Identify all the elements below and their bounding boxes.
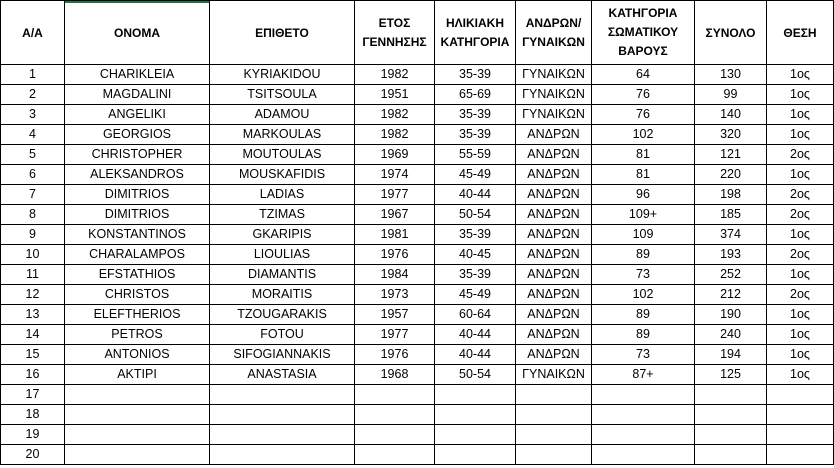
age-category-cell[interactable]: 35-39 — [435, 105, 516, 125]
weight-category-cell[interactable] — [592, 385, 695, 405]
gender-cell[interactable]: ΑΝΔΡΩΝ — [516, 265, 592, 285]
birth-year-cell[interactable]: 1984 — [355, 265, 435, 285]
birth-year-cell[interactable] — [355, 445, 435, 465]
row-number-cell[interactable]: 11 — [1, 265, 65, 285]
name-cell[interactable]: CHARIKLEIA — [65, 65, 210, 85]
gender-cell[interactable] — [516, 385, 592, 405]
surname-cell[interactable]: MORAITIS — [210, 285, 355, 305]
row-number-cell[interactable]: 20 — [1, 445, 65, 465]
weight-category-cell[interactable]: 76 — [592, 85, 695, 105]
age-category-cell[interactable]: 40-44 — [435, 325, 516, 345]
surname-cell[interactable]: MOUSKAFIDIS — [210, 165, 355, 185]
row-number-cell[interactable]: 4 — [1, 125, 65, 145]
table-row — [1, 325, 834, 345]
position-cell[interactable]: 2ος — [767, 285, 834, 305]
gender-cell[interactable]: ΑΝΔΡΩΝ — [516, 145, 592, 165]
name-cell[interactable]: ELEFTHERIOS — [65, 305, 210, 325]
total-cell[interactable]: 320 — [695, 125, 767, 145]
surname-cell[interactable]: LIOULIAS — [210, 245, 355, 265]
table-row — [1, 185, 834, 205]
table-row — [1, 405, 834, 425]
total-cell[interactable]: 252 — [695, 265, 767, 285]
weight-category-cell[interactable]: 89 — [592, 305, 695, 325]
birth-year-cell[interactable]: 1976 — [355, 345, 435, 365]
surname-cell[interactable]: ADAMOU — [210, 105, 355, 125]
gender-cell[interactable]: ΑΝΔΡΩΝ — [516, 165, 592, 185]
header-weight-category[interactable]: ΚΑΤΗΓΟΡΙΑ ΣΩΜΑΤΙΚΟΥ ΒΑΡΟΥΣ — [592, 1, 695, 65]
total-cell[interactable]: 125 — [695, 365, 767, 385]
total-cell[interactable]: 212 — [695, 285, 767, 305]
gender-cell[interactable]: ΑΝΔΡΩΝ — [516, 305, 592, 325]
row-number-cell[interactable]: 8 — [1, 205, 65, 225]
birth-year-cell[interactable] — [355, 385, 435, 405]
weight-category-cell[interactable] — [592, 405, 695, 425]
name-cell[interactable] — [65, 445, 210, 465]
birth-year-cell[interactable]: 1977 — [355, 325, 435, 345]
position-cell[interactable] — [767, 405, 834, 425]
gender-cell[interactable]: ΑΝΔΡΩΝ — [516, 245, 592, 265]
age-category-cell[interactable] — [435, 425, 516, 445]
position-cell[interactable]: 2ος — [767, 145, 834, 165]
name-cell[interactable]: CHRISTOPHER — [65, 145, 210, 165]
row-number-cell[interactable]: 10 — [1, 245, 65, 265]
row-number-cell[interactable]: 15 — [1, 345, 65, 365]
table-row — [1, 165, 834, 185]
name-cell[interactable]: KONSTANTINOS — [65, 225, 210, 245]
age-category-cell[interactable]: 50-54 — [435, 205, 516, 225]
weight-category-cell[interactable]: 102 — [592, 285, 695, 305]
weight-category-cell[interactable]: 96 — [592, 185, 695, 205]
position-cell[interactable]: 1ος — [767, 265, 834, 285]
birth-year-cell[interactable]: 1982 — [355, 125, 435, 145]
birth-year-cell[interactable] — [355, 405, 435, 425]
name-cell[interactable]: ANTONIOS — [65, 345, 210, 365]
total-cell[interactable]: 190 — [695, 305, 767, 325]
name-cell[interactable]: ANGELIKI — [65, 105, 210, 125]
table-row — [1, 145, 834, 165]
weight-category-cell[interactable]: 89 — [592, 325, 695, 345]
gender-cell[interactable]: ΓΥΝΑΙΚΩΝ — [516, 65, 592, 85]
surname-cell[interactable]: ANASTASIA — [210, 365, 355, 385]
total-cell[interactable] — [695, 425, 767, 445]
age-category-cell[interactable] — [435, 405, 516, 425]
position-cell[interactable]: 2ος — [767, 185, 834, 205]
total-cell[interactable]: 99 — [695, 85, 767, 105]
name-cell[interactable]: CHRISTOS — [65, 285, 210, 305]
position-cell[interactable] — [767, 425, 834, 445]
position-cell[interactable]: 1ος — [767, 165, 834, 185]
birth-year-cell[interactable]: 1968 — [355, 365, 435, 385]
table-body — [1, 65, 834, 465]
age-category-cell[interactable]: 45-49 — [435, 165, 516, 185]
row-number-cell[interactable]: 7 — [1, 185, 65, 205]
gender-cell[interactable]: ΑΝΔΡΩΝ — [516, 345, 592, 365]
row-number-cell[interactable]: 3 — [1, 105, 65, 125]
name-cell[interactable]: PETROS — [65, 325, 210, 345]
age-category-cell[interactable]: 40-44 — [435, 185, 516, 205]
weight-category-cell[interactable]: 64 — [592, 65, 695, 85]
header-total[interactable]: ΣΥΝΟΛΟ — [695, 1, 767, 65]
surname-cell[interactable]: TZOUGARAKIS — [210, 305, 355, 325]
row-number-cell[interactable]: 16 — [1, 365, 65, 385]
birth-year-cell[interactable]: 1967 — [355, 205, 435, 225]
age-category-cell[interactable]: 45-49 — [435, 285, 516, 305]
gender-cell[interactable]: ΓΥΝΑΙΚΩΝ — [516, 85, 592, 105]
row-number-cell[interactable]: 6 — [1, 165, 65, 185]
birth-year-cell[interactable] — [355, 425, 435, 445]
age-category-cell[interactable]: 35-39 — [435, 265, 516, 285]
header-position[interactable]: ΘΕΣΗ — [767, 1, 834, 65]
name-cell[interactable] — [65, 385, 210, 405]
row-number-cell[interactable]: 13 — [1, 305, 65, 325]
position-cell[interactable]: 1ος — [767, 85, 834, 105]
total-cell[interactable] — [695, 445, 767, 465]
age-category-cell[interactable]: 55-59 — [435, 145, 516, 165]
total-cell[interactable]: 220 — [695, 165, 767, 185]
gender-cell[interactable]: ΑΝΔΡΩΝ — [516, 185, 592, 205]
total-cell[interactable]: 194 — [695, 345, 767, 365]
header-gender[interactable]: ΑΝΔΡΩΝ/ ΓΥΝΑΙΚΩΝ — [516, 1, 592, 65]
table-row — [1, 105, 834, 125]
surname-cell[interactable]: KYRIAKIDOU — [210, 65, 355, 85]
birth-year-cell[interactable]: 1957 — [355, 305, 435, 325]
surname-cell[interactable]: LADIAS — [210, 185, 355, 205]
table-row — [1, 85, 834, 105]
weight-category-cell[interactable]: 81 — [592, 145, 695, 165]
total-cell[interactable]: 140 — [695, 105, 767, 125]
age-category-cell[interactable] — [435, 385, 516, 405]
table-row — [1, 425, 834, 445]
gender-cell[interactable]: ΑΝΔΡΩΝ — [516, 205, 592, 225]
surname-cell[interactable]: SIFOGIANNAKIS — [210, 345, 355, 365]
weight-category-cell[interactable]: 89 — [592, 245, 695, 265]
birth-year-cell[interactable]: 1974 — [355, 165, 435, 185]
position-cell[interactable]: 1ος — [767, 125, 834, 145]
birth-year-cell[interactable]: 1969 — [355, 145, 435, 165]
position-cell[interactable]: 2ος — [767, 205, 834, 225]
total-cell[interactable]: 130 — [695, 65, 767, 85]
header-birth-year[interactable]: ΕΤΟΣ ΓΕΝΝΗΣΗΣ — [355, 1, 435, 65]
age-category-cell[interactable]: 50-54 — [435, 365, 516, 385]
gender-cell[interactable]: ΑΝΔΡΩΝ — [516, 125, 592, 145]
table-row — [1, 385, 834, 405]
surname-cell[interactable] — [210, 405, 355, 425]
table-row — [1, 285, 834, 305]
weight-category-cell[interactable]: 102 — [592, 125, 695, 145]
position-cell[interactable] — [767, 445, 834, 465]
birth-year-cell[interactable]: 1982 — [355, 105, 435, 125]
position-cell[interactable]: 1ος — [767, 105, 834, 125]
position-cell[interactable] — [767, 385, 834, 405]
birth-year-cell[interactable]: 1951 — [355, 85, 435, 105]
table-row — [1, 365, 834, 385]
weight-category-cell[interactable]: 109 — [592, 225, 695, 245]
age-category-cell[interactable]: 40-44 — [435, 345, 516, 365]
table-row — [1, 225, 834, 245]
surname-cell[interactable]: GKARIPIS — [210, 225, 355, 245]
weight-category-cell[interactable]: 87+ — [592, 365, 695, 385]
age-category-cell[interactable]: 60-64 — [435, 305, 516, 325]
position-cell[interactable]: 1ος — [767, 225, 834, 245]
total-cell[interactable] — [695, 405, 767, 425]
weight-category-cell[interactable]: 81 — [592, 165, 695, 185]
name-cell[interactable]: CHARALAMPOS — [65, 245, 210, 265]
table-row — [1, 245, 834, 265]
table-row — [1, 345, 834, 365]
weight-category-cell[interactable]: 73 — [592, 345, 695, 365]
total-cell[interactable]: 185 — [695, 205, 767, 225]
table-row — [1, 205, 834, 225]
age-category-cell[interactable]: 65-69 — [435, 85, 516, 105]
name-cell[interactable]: GEORGIOS — [65, 125, 210, 145]
gender-cell[interactable] — [516, 405, 592, 425]
position-cell[interactable]: 1ος — [767, 365, 834, 385]
row-number-cell[interactable]: 5 — [1, 145, 65, 165]
row-number-cell[interactable]: 19 — [1, 425, 65, 445]
gender-cell[interactable]: ΓΥΝΑΙΚΩΝ — [516, 365, 592, 385]
header-age-category[interactable]: ΗΛΙΚΙΑΚΗ ΚΑΤΗΓΟΡΙΑ — [435, 1, 516, 65]
surname-cell[interactable]: TZIMAS — [210, 205, 355, 225]
row-number-cell[interactable]: 12 — [1, 285, 65, 305]
name-cell[interactable] — [65, 425, 210, 445]
header-name[interactable]: ΟΝΟΜΑ — [65, 1, 210, 65]
surname-cell[interactable]: MARKOULAS — [210, 125, 355, 145]
row-number-cell[interactable]: 1 — [1, 65, 65, 85]
age-category-cell[interactable]: 35-39 — [435, 65, 516, 85]
total-cell[interactable] — [695, 385, 767, 405]
name-cell[interactable]: DIMITRIOS — [65, 185, 210, 205]
header-row — [1, 1, 834, 65]
weight-category-cell[interactable]: 73 — [592, 265, 695, 285]
name-cell[interactable]: DIMITRIOS — [65, 205, 210, 225]
total-cell[interactable]: 240 — [695, 325, 767, 345]
birth-year-cell[interactable]: 1981 — [355, 225, 435, 245]
name-cell[interactable]: ALEKSANDROS — [65, 165, 210, 185]
name-cell[interactable]: AKTIPI — [65, 365, 210, 385]
table-row — [1, 265, 834, 285]
table-row — [1, 65, 834, 85]
gender-cell[interactable]: ΑΝΔΡΩΝ — [516, 225, 592, 245]
header-surname[interactable]: ΕΠΙΘΕΤΟ — [210, 1, 355, 65]
surname-cell[interactable] — [210, 425, 355, 445]
name-cell[interactable]: EFSTATHIOS — [65, 265, 210, 285]
weight-category-cell[interactable] — [592, 445, 695, 465]
position-cell[interactable]: 1ος — [767, 65, 834, 85]
surname-cell[interactable] — [210, 445, 355, 465]
row-number-cell[interactable]: 18 — [1, 405, 65, 425]
position-cell[interactable]: 1ος — [767, 305, 834, 325]
header-aa[interactable]: Α/Α — [1, 1, 65, 65]
total-cell[interactable]: 198 — [695, 185, 767, 205]
surname-cell[interactable]: MOUTOULAS — [210, 145, 355, 165]
total-cell[interactable]: 193 — [695, 245, 767, 265]
name-cell[interactable]: MAGDALINI — [65, 85, 210, 105]
age-category-cell[interactable]: 40-45 — [435, 245, 516, 265]
total-cell[interactable]: 374 — [695, 225, 767, 245]
surname-cell[interactable]: DIAMANTIS — [210, 265, 355, 285]
gender-cell[interactable]: ΑΝΔΡΩΝ — [516, 325, 592, 345]
table-row — [1, 305, 834, 325]
position-cell[interactable]: 1ος — [767, 325, 834, 345]
gender-cell[interactable]: ΓΥΝΑΙΚΩΝ — [516, 105, 592, 125]
position-cell[interactable]: 1ος — [767, 345, 834, 365]
row-number-cell[interactable]: 14 — [1, 325, 65, 345]
total-cell[interactable]: 121 — [695, 145, 767, 165]
surname-cell[interactable]: TSITSOULA — [210, 85, 355, 105]
surname-cell[interactable] — [210, 385, 355, 405]
row-number-cell[interactable]: 9 — [1, 225, 65, 245]
gender-cell[interactable]: ΑΝΔΡΩΝ — [516, 285, 592, 305]
gender-cell[interactable] — [516, 425, 592, 445]
name-cell[interactable] — [65, 405, 210, 425]
weight-category-cell[interactable] — [592, 425, 695, 445]
row-number-cell[interactable]: 17 — [1, 385, 65, 405]
age-category-cell[interactable]: 35-39 — [435, 125, 516, 145]
birth-year-cell[interactable]: 1977 — [355, 185, 435, 205]
surname-cell[interactable]: FOTOU — [210, 325, 355, 345]
weight-category-cell[interactable]: 109+ — [592, 205, 695, 225]
gender-cell[interactable] — [516, 445, 592, 465]
age-category-cell[interactable]: 35-39 — [435, 225, 516, 245]
table-row — [1, 125, 834, 145]
row-number-cell[interactable]: 2 — [1, 85, 65, 105]
birth-year-cell[interactable]: 1976 — [355, 245, 435, 265]
position-cell[interactable]: 2ος — [767, 245, 834, 265]
age-category-cell[interactable] — [435, 445, 516, 465]
birth-year-cell[interactable]: 1973 — [355, 285, 435, 305]
weight-category-cell[interactable]: 76 — [592, 105, 695, 125]
table-row — [1, 445, 834, 465]
birth-year-cell[interactable]: 1982 — [355, 65, 435, 85]
